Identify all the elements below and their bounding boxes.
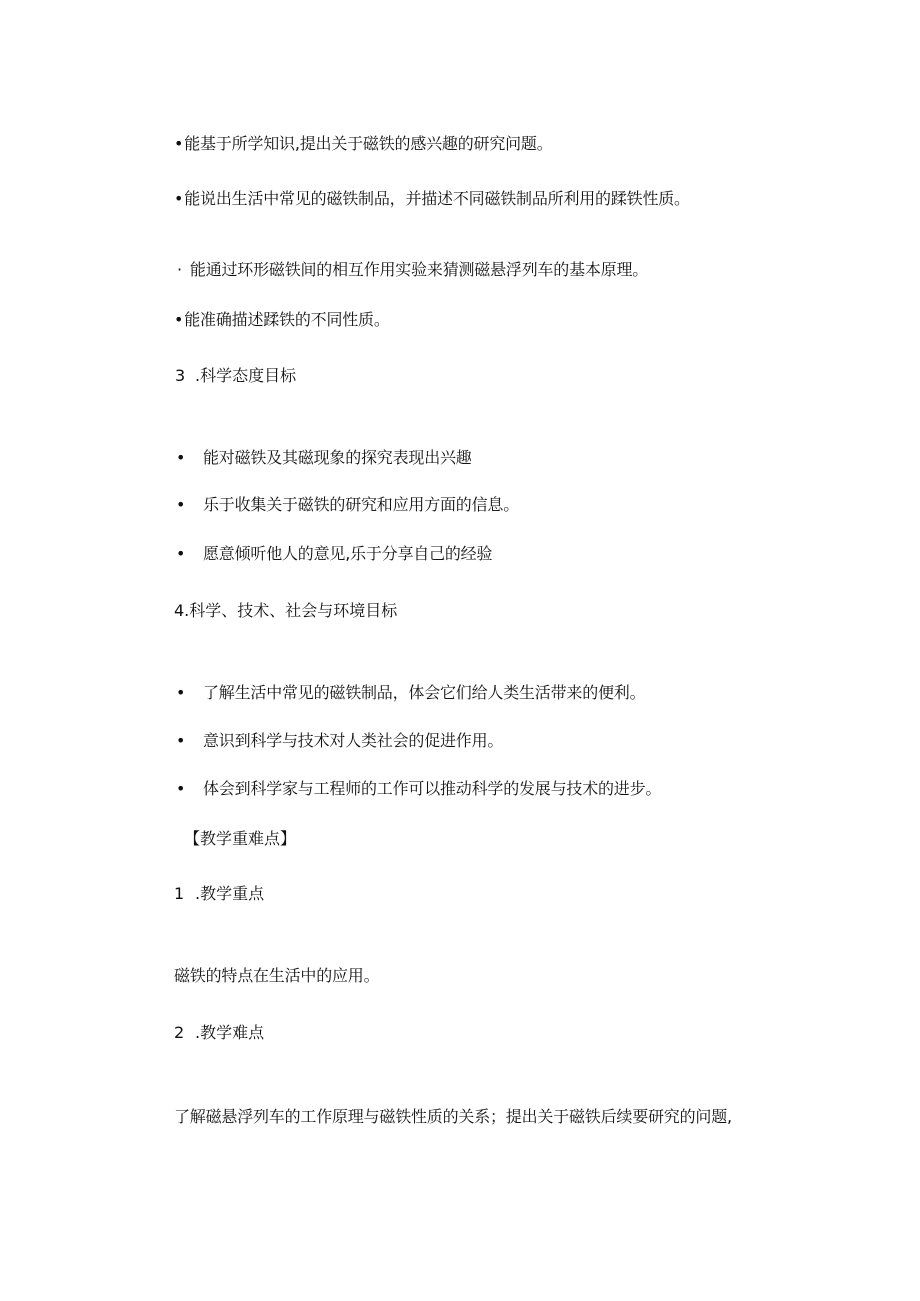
goal-item-text: 能说出生活中常见的磁铁制品，并描述不同磁铁制品所利用的蹂铁性质。 [184,189,690,208]
goal-item-1 [174,134,553,154]
key-points-heading: 【教学重难点】 [184,829,297,848]
bullet: • [176,731,186,750]
goal-item-4 [174,310,390,330]
bullet: • [174,134,184,153]
bullet: • [176,779,186,798]
goal-item-2 [174,189,690,209]
attitude-item-3: 愿意倾听他人的意见,乐于分享自己的经验 [203,544,493,563]
focus-title: .教学重点 [195,884,265,903]
goal-item-text: 能基于所学知识,提出关于磁铁的感兴趣的研究问题。 [184,134,553,153]
attitude-item-2: 乐于收集关于磁铁的研究和应用方面的信息。 [203,495,520,514]
bullet: • [174,189,184,208]
focus-number: 1 [174,884,185,903]
goal-item-text: 能准确描述蹂铁的不同性质。 [184,310,390,329]
bullet: • [176,495,186,514]
bullet: • [176,683,186,702]
bullet: · [177,260,182,279]
difficulty-content: 了解磁悬浮列车的工作原理与磁铁性质的关系；提出关于磁铁后续要研究的问题, [174,1107,732,1126]
bullet: • [176,544,186,563]
sts-item-3: 体会到科学家与工程师的工作可以推动科学的发展与技术的进步。 [203,779,662,798]
sts-item-2: 意识到科学与技术对人类社会的促进作用。 [203,731,504,750]
section-3-number: 3 [175,366,186,385]
difficulty-number: 2 [174,1023,185,1042]
attitude-item-1: 能对磁铁及其磁现象的探究表现出兴趣 [203,448,472,467]
sts-item-1: 了解生活中常见的磁铁制品，体会它们给人类生活带来的便利。 [203,683,646,702]
bullet: • [176,448,186,467]
section-3-title: .科学态度目标 [195,366,297,385]
difficulty-title: .教学难点 [195,1023,265,1042]
goal-item-text: 能通过环形磁铁间的相互作用实验来猜测磁悬浮列车的基本原理。 [189,260,649,279]
focus-content: 磁铁的特点在生活中的应用。 [174,966,380,985]
goal-item-3 [177,260,648,280]
bullet: • [174,310,184,329]
section-4-title: 4.科学、技术、社会与环境目标 [174,601,398,620]
